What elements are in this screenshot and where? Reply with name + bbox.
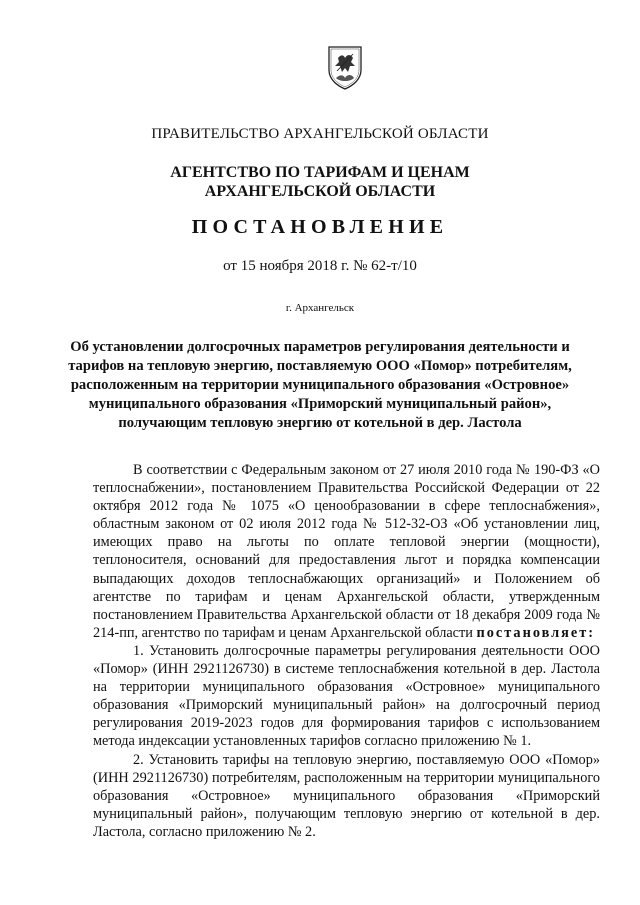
agency-name — [0, 163, 640, 201]
government-name: ПРАВИТЕЛЬСТВО АРХАНГЕЛЬСКОЙ ОБЛАСТИ — [151, 126, 489, 142]
coat-of-arms-icon — [326, 44, 364, 90]
resolves-word: постановляет — [476, 624, 589, 641]
decree-subject: Об установлении долгосрочных параметров регулирования деятельности и тарифов на тепловую энергию, поставляемую ООО «Помор» потребителям, расположенным на территории муниципального образования «Островное» муниципального образования «Приморский муниципальный район», получающим тепловую энергию от котельной в дер. Ластола — [68, 339, 572, 431]
preamble-text: В соответствии с Федеральным законом от 27 июля 2010 года № 190-ФЗ «О теплоснабжении», постановлением Правительства Российской Федерации от 22 октября 2012 года № 1075 «О ценообразовании в сфере теплоснабжения», областным законом от 02 июля 2012 года № 512-32-ОЗ «Об установлении лиц, имеющих право на льготы по оплате тепловой энергии (мощности), теплоносителя, оснований для предоставления льгот и порядка компенсации выпадающих доходов теплоснабжающих организаций» и Положением об агентстве по тарифам и ценам Архангельской области, утвержденным постановлением Правительства Архангельской области от 18 декабря 2009 года № 214-пп, агентство по тарифам и ценам Архангельской области — [93, 462, 600, 641]
decree-body — [93, 461, 600, 841]
agency-name-line2: АРХАНГЕЛЬСКОЙ ОБЛАСТИ — [204, 183, 436, 200]
clause-1: 1. Установить долгосрочные параметры регулирования деятельности ООО «Помор» (ИНН 2921126730) в системе теплоснабжения котельной в дер. Ластола на территории муниципального образования «Островное» муниципального образования «Приморский муниципальный район» на долгосрочный период регулирования 2019-2023 годов для формирования тарифов с использованием метода индексации установленных тарифов согласно приложению № 1. — [93, 642, 600, 750]
decree-date-number: от 15 ноября 2018 г. № 62-т/10 — [223, 258, 417, 274]
agency-name-line1: АГЕНТСТВО ПО ТАРИФАМ И ЦЕНАМ — [170, 164, 470, 181]
clause-2: 2. Установить тарифы на тепловую энергию, поставляемую ООО «Помор» (ИНН 2921126730) потребителям, расположенным на территории муниципального образования «Островное» муниципального образования «Приморский муниципальный район», получающим тепловую энергию от котельной в дер. Ластола, согласно приложению № 2. — [93, 751, 600, 840]
city-name: г. Архангельск — [285, 302, 355, 314]
decree-title: ПОСТАНОВЛЕНИЕ — [191, 216, 449, 238]
preamble-paragraph — [93, 461, 600, 642]
resolves-colon: : — [588, 624, 596, 641]
